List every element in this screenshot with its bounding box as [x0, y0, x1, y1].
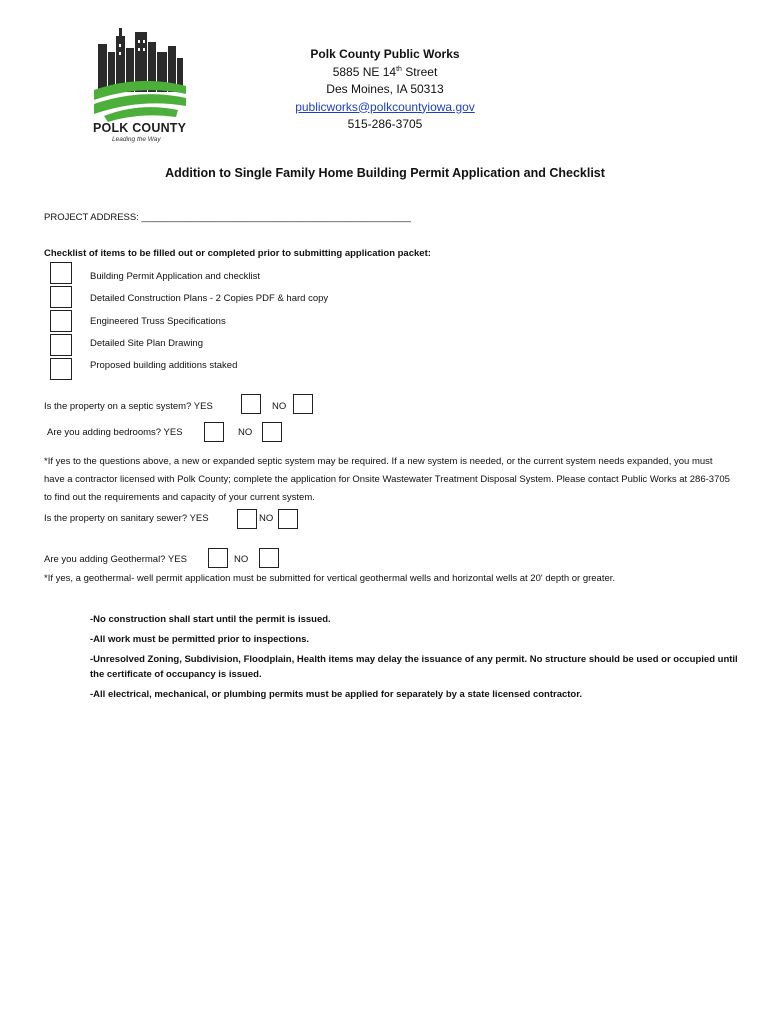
- geothermal-no-checkbox[interactable]: [259, 548, 279, 568]
- checklist-checkbox-1[interactable]: [50, 262, 72, 284]
- checklist-checkbox-3[interactable]: [50, 310, 72, 332]
- septic-question: Is the property on a septic system? YES: [44, 401, 213, 412]
- project-address-row: [44, 212, 411, 223]
- septic-no-label: NO: [272, 401, 287, 412]
- page-title: Addition to Single Family Home Building Permit Application and Checklist: [165, 166, 605, 180]
- logo-name: POLK COUNTY: [93, 121, 187, 135]
- bedrooms-no-checkbox[interactable]: [262, 422, 282, 442]
- checklist-checkbox-5[interactable]: [50, 358, 72, 380]
- bedrooms-question: Are you adding bedrooms? YES: [47, 427, 183, 438]
- septic-yes-checkbox[interactable]: [241, 394, 261, 414]
- checklist-item-1: Building Permit Application and checklist: [90, 271, 261, 282]
- rule-item: -No construction shall start until the permit is issued.: [90, 614, 331, 625]
- sewer-yes-checkbox[interactable]: [237, 509, 257, 529]
- sewer-question: Is the property on sanitary sewer? YES: [44, 513, 209, 524]
- checklist-item-4: Detailed Site Plan Drawing: [90, 338, 204, 349]
- project-address-label: PROJECT ADDRESS:: [44, 212, 139, 223]
- geothermal-note: *If yes, a geothermal- well permit application must be submitted for vertical geothermal wells and horizontal wells at 20' depth or greater.: [44, 573, 616, 584]
- logo-tagline: Leading the Way: [112, 136, 161, 143]
- checklist-heading: Checklist of items to be filled out or completed prior to submitting application packet:: [44, 248, 431, 259]
- bedrooms-yes-checkbox[interactable]: [204, 422, 224, 442]
- rule-item: -Unresolved Zoning, Subdivision, Floodplain, Health items may delay the issuance of any permit. No structure should be used or occupied until the certificate of occupancy is issued.: [90, 654, 738, 680]
- org-name: Polk County Public Works: [310, 47, 460, 61]
- green-fields-icon: [94, 81, 186, 122]
- geothermal-question: Are you adding Geothermal? YES: [44, 554, 187, 565]
- city-line: Des Moines, IA 50313: [326, 82, 444, 96]
- sewer-no-label: NO: [259, 513, 274, 524]
- septic-no-checkbox[interactable]: [293, 394, 313, 414]
- geothermal-no-label: NO: [234, 554, 249, 565]
- checklist-checkbox-2[interactable]: [50, 286, 72, 308]
- permit-rules: [90, 612, 740, 707]
- geothermal-yes-checkbox[interactable]: [208, 548, 228, 568]
- checklist-item-3: Engineered Truss Specifications: [90, 316, 226, 327]
- header-contact: [270, 46, 500, 134]
- checklist-item-2: Detailed Construction Plans - 2 Copies PDF & hard copy: [90, 293, 329, 304]
- email-link[interactable]: publicworks@polkcountyiowa.gov: [295, 99, 475, 114]
- rule-item: -All work must be permitted prior to inspections.: [90, 634, 310, 645]
- sewer-no-checkbox[interactable]: [278, 509, 298, 529]
- checklist-checkbox-4[interactable]: [50, 334, 72, 356]
- street-address: 5885 NE 14th Street: [332, 64, 438, 79]
- checklist-item-5: Proposed building additions staked: [90, 360, 238, 371]
- septic-note: *If yes to the questions above, a new or expanded septic system may be required. If a new system is needed, or the current system needs expanded, you must have a contractor licensed with Polk County; complete the application for Onsite Wastewater Treatment Disposal System. Please contact Public Works at 286-3705 to find out the requirements and capacity of your current system.: [44, 456, 730, 503]
- phone-number: 515-286-3705: [347, 117, 423, 131]
- rule-item: -All electrical, mechanical, or plumbing permits must be applied for separately by a state licensed contractor.: [90, 689, 583, 700]
- bedrooms-no-label: NO: [238, 427, 253, 438]
- project-address-field[interactable]: ___________________________________________________: [141, 212, 411, 223]
